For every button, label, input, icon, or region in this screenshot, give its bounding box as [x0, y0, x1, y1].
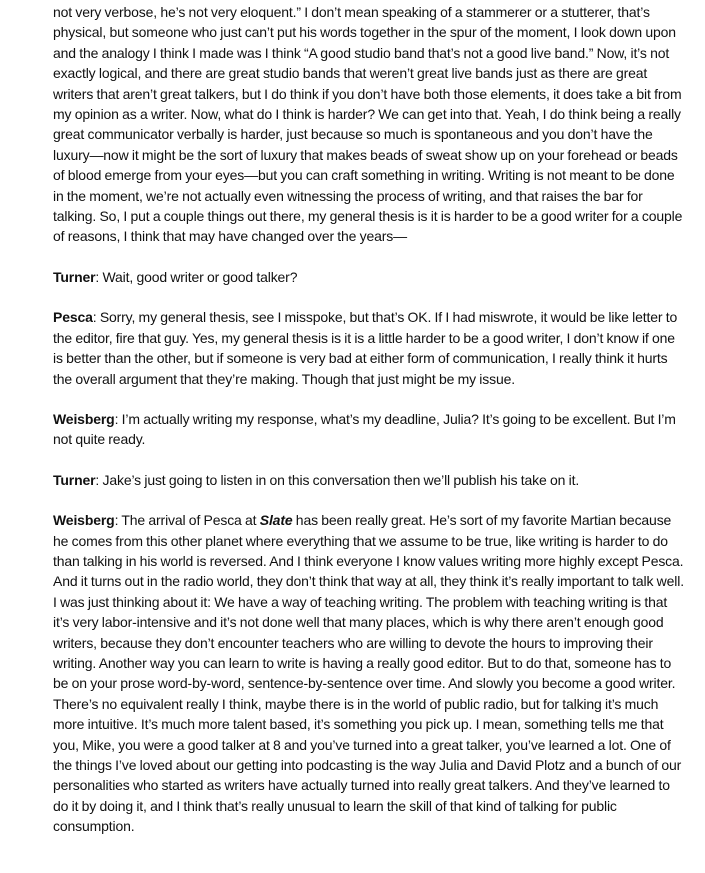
paragraph-pesca	[53, 307, 685, 389]
paragraph-text: has been really great. He’s sort of my favorite Martian because he comes from this other planet where everything that we assume to be true, like writing is harder to do than talking in his world is reversed. And I think everyone I know values writing more highly except Pesca. And it turns out in the radio world, they don’t think that way at all, they think it’s really important to talk well. I was just thinking about it: We have a way of teaching writing. The problem with teaching writing is that it’s very labor-intensive and it’s not done well that many places, which is why there aren’t enough good writers, because they don’t encounter teachers who are willing to devote the hours to improving their writing. Another way you can learn to write is having a really good editor. But to do that, someone has to be on your prose word-by-word, sentence-by-sentence over time. And slowly you become a good writer. There’s no equivalent really I think, maybe there is in the world of public radio, but for talking it’s much more intuitive. It’s much more talent based, it’s something you pick up. I mean, something tells me that you, Mike, you were a good talker at 8 and you’ve turned into a great talker, you’ve learned a lot. One of the things I’ve loved about our getting into podcasting is the way Julia and David Plotz and a bunch of our personalities who started as writers have actually turned into really great talkers. And they’ve learned to do it by doing it, and I think that’s really unusual to learn the skill of that kind of talking for public consumption.	[53, 512, 684, 835]
paragraph-text: : Wait, good writer or good talker?	[95, 268, 298, 285]
paragraph-pesca-continued	[53, 0, 685, 247]
paragraph-weisberg-2	[53, 510, 685, 837]
speaker-name: Pesca	[53, 309, 93, 326]
paragraph-turner-1	[53, 267, 685, 287]
paragraph-text: : Sorry, my general thesis, see I misspoke, but that’s OK. If I had miswrote, it would be like letter to the editor, fire that guy. Yes, my general thesis is it is a little harder to be a good writer, I don’t know if one is better than the other, but if someone is very bad at either form of communication, I really think it hurts the overall argument that they’re making. Though that just might be my issue.	[53, 309, 678, 387]
speaker-name: Turner	[53, 268, 96, 285]
speaker-name: Weisberg	[53, 410, 115, 427]
paragraph-text: not very verbose, he’s not very eloquent.” I don’t mean speaking of a stammerer or a stutterer, that’s physical, but someone who just can’t put his words together in the spur of the moment, I look down upon and the analogy I think I made was I think “A good studio band that’s not a good live band.” Now, it’s not exactly logical, and there are great studio bands that weren’t great live bands just as there are great writers that aren’t great talkers, but I do think if you don’t have both those elements, it does take a bit from my opinion as a writer. Now, what do I think is harder? We can get into that. Yeah, I do think being a really great communicator verbally is harder, just because so much is spontaneous and you don’t have the luxury—now it might be the sort of luxury that makes beads of sweat show up on your forehead or beads of blood emerge from your eyes—but you can craft something in writing. Writing is not meant to be done in the moment, we’re not actually even witnessing the process of writing, and that raises the bar for talking. So, I put a couple things out there, my general thesis is it is harder to be a good writer for a couple of reasons, I think that may have changed over the years—	[53, 4, 683, 245]
paragraph-text: : The arrival of Pesca at	[114, 512, 260, 529]
paragraph-text: : I’m actually writing my response, what’s my deadline, Julia? It’s going to be excellent. But I’m not quite ready.	[53, 410, 676, 448]
publication-name: Slate	[259, 512, 293, 529]
speaker-name: Turner	[53, 471, 96, 488]
speaker-name: Weisberg	[53, 512, 115, 529]
paragraph-weisberg-1	[53, 409, 685, 450]
paragraph-text: : Jake’s just going to listen in on this conversation then we’ll publish his take on it.	[95, 471, 580, 488]
paragraph-turner-2	[53, 470, 685, 490]
